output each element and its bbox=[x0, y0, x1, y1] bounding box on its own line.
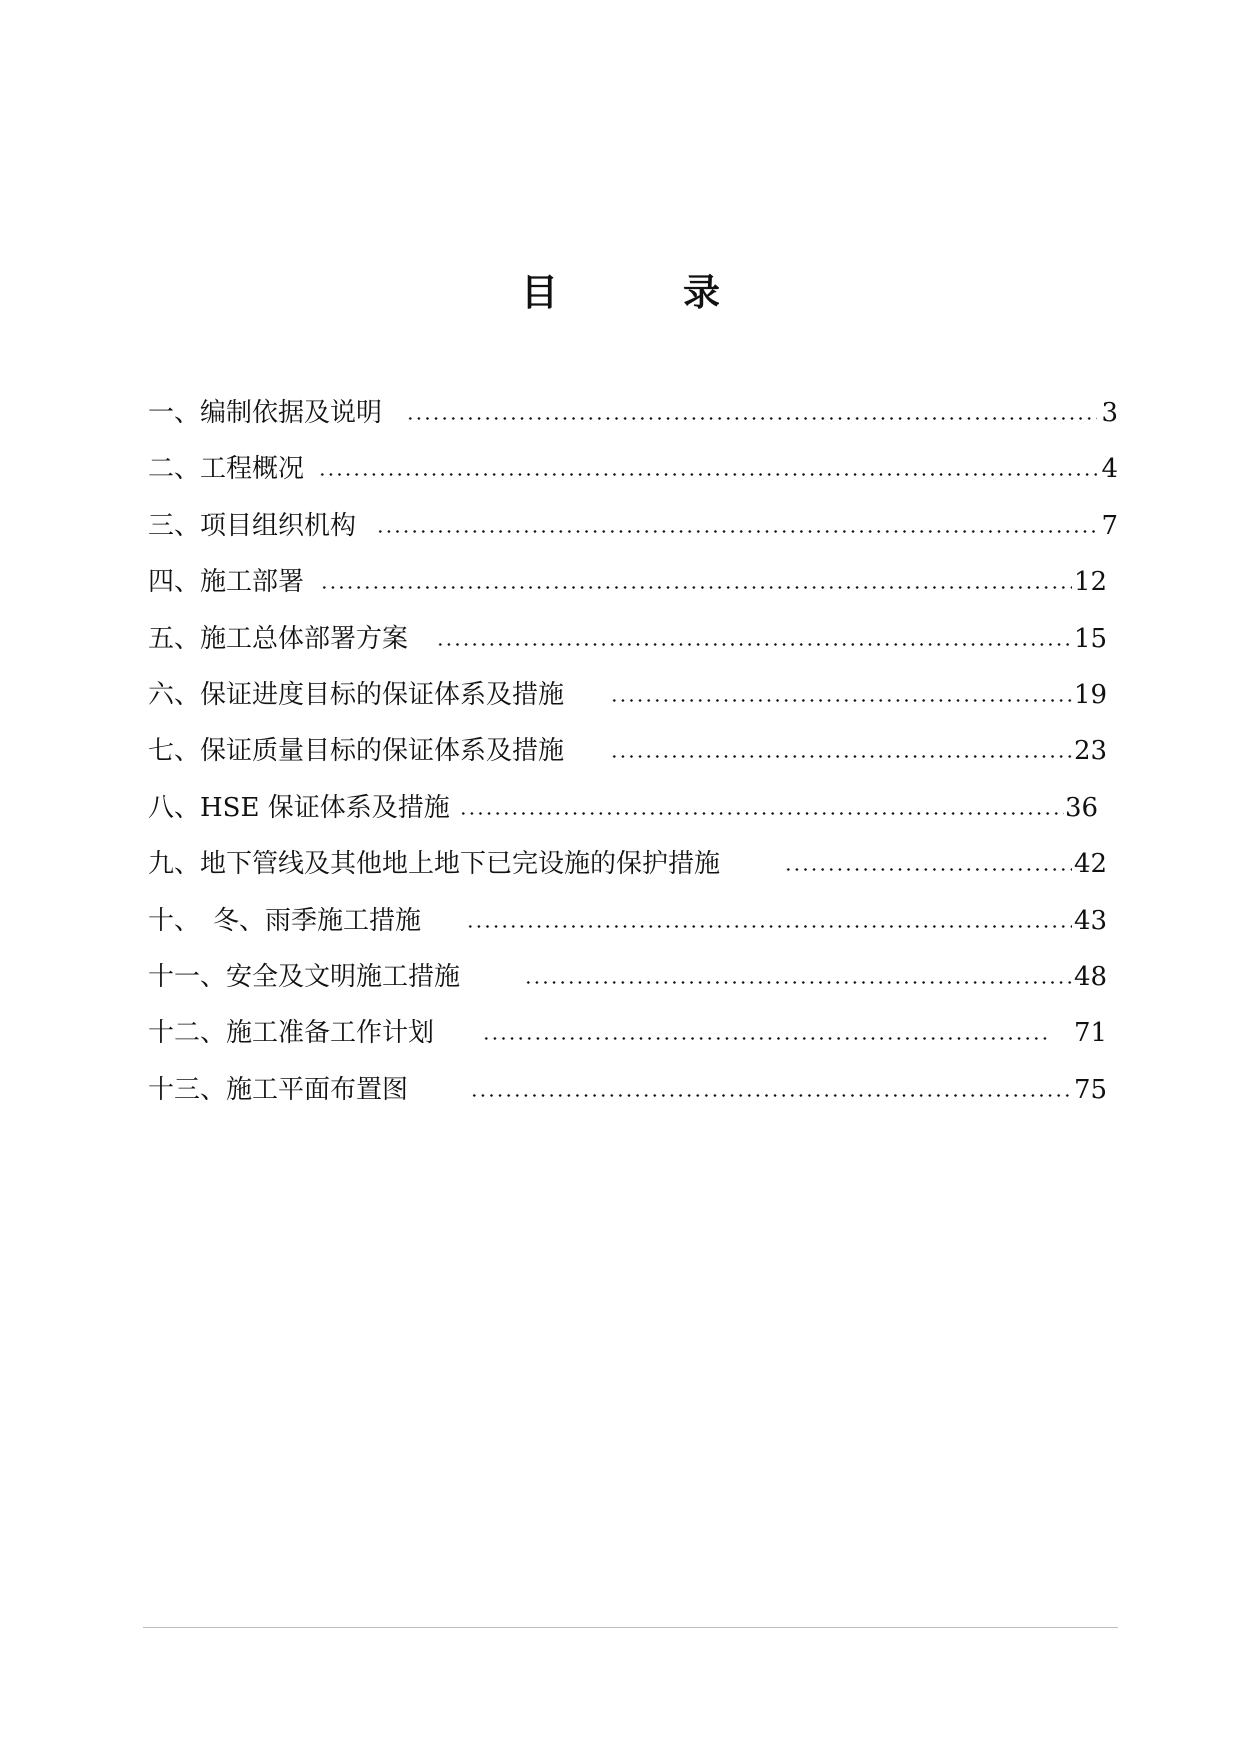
toc-entry-page: 19 bbox=[1074, 679, 1108, 710]
toc-entry[interactable] bbox=[148, 780, 1108, 836]
toc-entry-label: 三、项目组织机构 bbox=[148, 510, 357, 541]
toc-entry-page: 71 bbox=[1074, 1018, 1108, 1049]
toc-entry-label: 一、编制依据及说明 bbox=[148, 398, 383, 428]
dot-leader bbox=[610, 667, 1072, 723]
toc-entry-page: 43 bbox=[1074, 905, 1108, 936]
footer-divider bbox=[143, 1627, 1118, 1628]
toc-entry-page: 48 bbox=[1074, 961, 1108, 992]
toc-entry-page: 7 bbox=[1101, 510, 1118, 541]
toc-entry-page: 4 bbox=[1101, 454, 1118, 485]
dot-leader bbox=[482, 1005, 1052, 1061]
toc-entry[interactable] bbox=[148, 1005, 1108, 1061]
dot-leader bbox=[466, 893, 1072, 949]
toc-entry-page: 3 bbox=[1101, 398, 1118, 428]
dot-leader bbox=[784, 836, 1072, 892]
toc-entry-label: 八、HSE 保证体系及措施 bbox=[148, 792, 450, 823]
table-of-contents bbox=[148, 385, 1118, 1118]
toc-entry[interactable] bbox=[148, 667, 1108, 723]
toc-entry[interactable] bbox=[148, 554, 1108, 610]
toc-entry-label: 四、施工部署 bbox=[148, 567, 305, 598]
toc-entry-page: 15 bbox=[1074, 623, 1108, 654]
dot-leader bbox=[320, 554, 1072, 610]
toc-entry[interactable] bbox=[148, 723, 1108, 779]
toc-entry-page: 36 bbox=[1065, 792, 1099, 823]
toc-entry[interactable] bbox=[148, 441, 1118, 497]
toc-entry-label: 十、 冬、雨季施工措施 bbox=[148, 905, 422, 936]
dot-leader bbox=[318, 441, 1097, 497]
toc-entry-label: 十三、施工平面布置图 bbox=[148, 1074, 409, 1105]
toc-entry-page: 42 bbox=[1074, 849, 1108, 880]
dot-leader bbox=[524, 949, 1072, 1005]
toc-entry[interactable] bbox=[148, 385, 1118, 441]
toc-entry-page: 12 bbox=[1074, 567, 1108, 598]
dot-leader bbox=[376, 498, 1097, 554]
toc-entry-label: 十一、安全及文明施工措施 bbox=[148, 961, 461, 992]
toc-entry-label: 九、地下管线及其他地上地下已完设施的保护措施 bbox=[148, 849, 721, 880]
toc-entry[interactable] bbox=[148, 498, 1118, 554]
toc-entry[interactable] bbox=[148, 1062, 1108, 1118]
toc-entry-label: 六、保证进度目标的保证体系及措施 bbox=[148, 679, 565, 710]
dot-leader bbox=[459, 780, 1064, 836]
toc-entry-page: 23 bbox=[1074, 736, 1108, 767]
toc-entry[interactable] bbox=[148, 611, 1108, 667]
toc-entry-label: 十二、施工准备工作计划 bbox=[148, 1018, 435, 1049]
dot-leader bbox=[610, 723, 1072, 779]
page-title: 目 录 bbox=[521, 270, 764, 314]
dot-leader bbox=[406, 385, 1097, 441]
toc-entry[interactable] bbox=[148, 949, 1108, 1005]
toc-entry-label: 二、工程概况 bbox=[148, 454, 305, 485]
toc-entry[interactable] bbox=[148, 893, 1108, 949]
toc-entry-page: 75 bbox=[1074, 1074, 1108, 1105]
dot-leader bbox=[470, 1062, 1072, 1118]
dot-leader bbox=[436, 611, 1072, 667]
toc-entry-label: 五、施工总体部署方案 bbox=[148, 623, 409, 654]
toc-entry-label: 七、保证质量目标的保证体系及措施 bbox=[148, 736, 565, 767]
toc-entry[interactable] bbox=[148, 836, 1108, 892]
